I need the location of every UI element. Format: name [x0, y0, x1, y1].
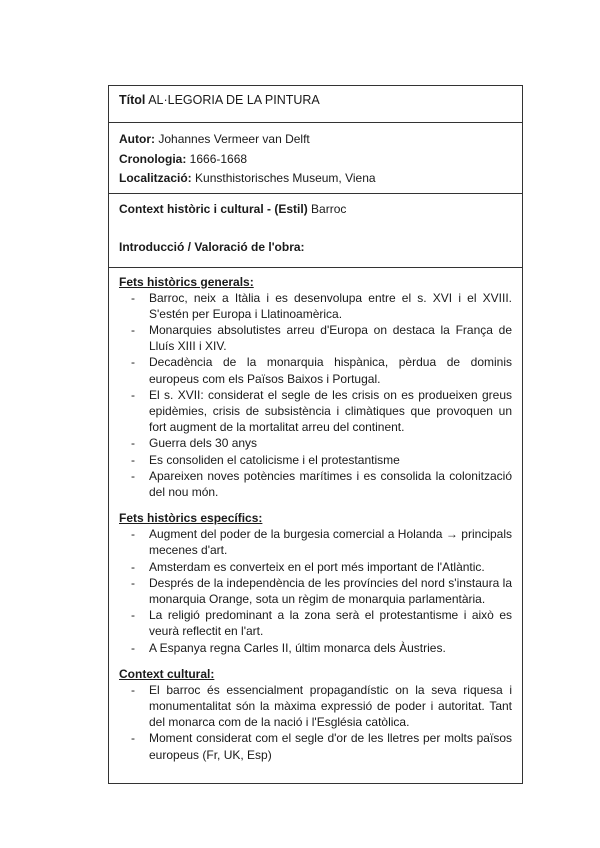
list-item-text: Augment del poder de la burgesia comercial a Holanda → principals mecenes d'art. — [149, 527, 512, 558]
facts-row — [109, 268, 522, 783]
list-item-text: Es consoliden el catolicisme i el protestantisme — [149, 452, 400, 467]
list-item-text: El barroc és essencialment propagandístic on la seva riquesa i monumentalitat són la màxima expressió de poder i autoritat. Tant del monarca com de la nació i l'Església catòlica. — [149, 682, 512, 730]
bullet-dash: - — [131, 452, 135, 467]
list-item — [119, 322, 512, 354]
location-line — [119, 169, 512, 189]
meta-row — [109, 123, 522, 194]
context-value: Barroc — [311, 201, 347, 216]
bullet-dash: - — [131, 608, 135, 623]
location-label: Localització: — [119, 171, 192, 185]
intro-line — [119, 238, 512, 257]
section — [119, 274, 512, 501]
title-row — [109, 86, 522, 123]
intro-label: Introducció / Valoració de l'obra: — [119, 239, 305, 254]
list-item-text: Amsterdam es converteix en el port més important de l'Atlàntic. — [149, 559, 485, 574]
list-item — [119, 559, 512, 575]
section-title: Fets històrics generals: — [119, 274, 254, 289]
section-title: Fets històrics específics: — [119, 511, 263, 526]
list-item-text: Després de la independència de les províncies del nord s'instaura la monarquia Orange, sota un règim de monarquia parlamentària. — [149, 575, 512, 606]
bullet-dash: - — [131, 436, 135, 451]
list-item — [119, 387, 512, 436]
list-item-text: Barroc, neix a Itàlia i es desenvolupa entre el s. XVI i el XVIII. S'estén per Europa i Llatinoamèrica. — [149, 290, 512, 321]
author-value: Johannes Vermeer van Delft — [158, 132, 310, 146]
bullet-dash: - — [131, 468, 135, 483]
author-label: Autor: — [119, 132, 155, 146]
chronology-value: 1666-1668 — [189, 151, 248, 166]
list-item — [119, 640, 512, 656]
list-item-text: La religió predominant a la zona serà el protestantisme i això es veurà reflectit en l'art. — [149, 608, 512, 639]
bullet-dash: - — [131, 559, 135, 574]
bullet-list — [119, 682, 512, 763]
list-item — [119, 435, 512, 451]
artwork-sheet-table — [108, 85, 523, 784]
list-item — [119, 290, 512, 322]
bullet-dash: - — [131, 387, 135, 402]
context-label: Context històric i cultural - (Estil) — [119, 201, 308, 216]
list-item — [119, 468, 512, 500]
section-title: Context cultural: — [119, 666, 215, 681]
list-item-text: Guerra dels 30 anys — [149, 436, 258, 451]
list-item — [119, 575, 512, 607]
title-value: AL·LEGORIA DE LA PINTURA — [148, 93, 320, 107]
list-item — [119, 354, 512, 386]
section — [119, 510, 512, 656]
context-row — [109, 194, 522, 268]
title-label: Títol — [119, 93, 146, 107]
bullet-list — [119, 526, 512, 656]
sections-container — [119, 274, 512, 763]
list-item — [119, 526, 512, 558]
bullet-dash: - — [131, 731, 135, 746]
bullet-dash: - — [131, 640, 135, 655]
list-item — [119, 730, 512, 762]
section — [119, 666, 512, 763]
bullet-list — [119, 290, 512, 501]
bullet-dash: - — [131, 682, 135, 697]
list-item-text: Decadència de la monarquia hispànica, pèrdua de dominis europeus com els Països Baixos i Portugal. — [149, 355, 512, 386]
list-item-text: El s. XVII: considerat el segle de les crisis on es produeixen greus epidèmies, crisis de subsistència i climàtiques que provoquen un fort augment de la mortalitat arreu del continent. — [149, 387, 512, 435]
location-value: Kunsthistorisches Museum, Viena — [195, 171, 376, 185]
bullet-dash: - — [131, 527, 135, 542]
chronology-label: Cronologia: — [119, 151, 187, 166]
list-item — [119, 607, 512, 639]
list-item-text: Moment considerat com el segle d'or de les lletres per molts països europeus (Fr, UK, Esp) — [149, 731, 512, 762]
list-item — [119, 682, 512, 731]
bullet-dash: - — [131, 355, 135, 370]
chronology-line — [119, 150, 512, 170]
list-item-text: Apareixen noves potències marítimes i es consolida la colonització del nou món. — [149, 468, 512, 499]
author-line — [119, 130, 512, 150]
bullet-dash: - — [131, 290, 135, 305]
list-item-text: Monarquies absolutistes arreu d'Europa on destaca la França de Lluís XIII i XIV. — [149, 322, 512, 354]
list-item-text: A Espanya regna Carles II, últim monarca dels Àustries. — [149, 640, 446, 655]
bullet-dash: - — [131, 575, 135, 590]
context-style-line — [119, 200, 512, 219]
bullet-dash: - — [131, 322, 135, 337]
list-item — [119, 452, 512, 468]
